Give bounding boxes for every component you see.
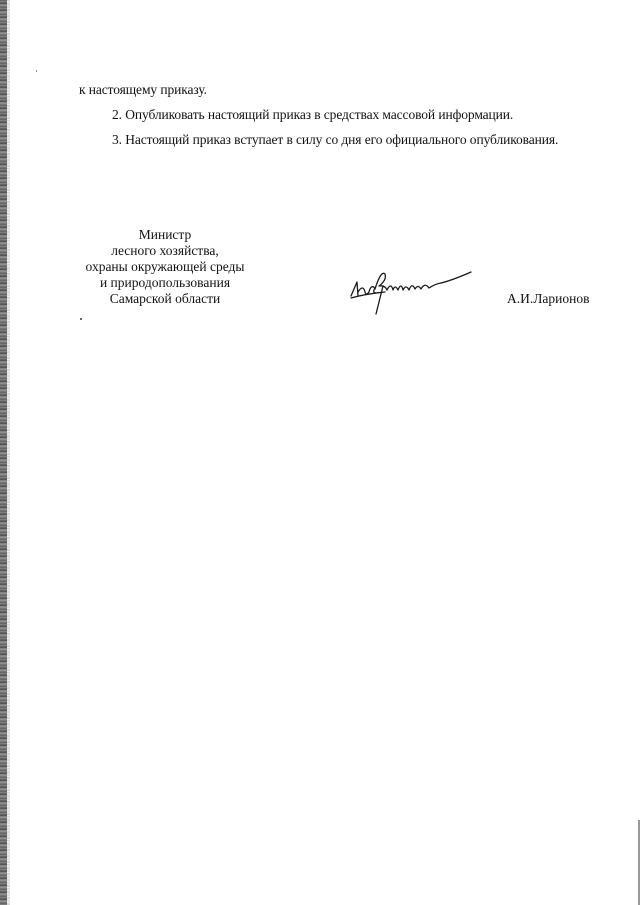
signer-position-block <box>65 227 265 307</box>
signer-name: А.И.Ларионов <box>507 291 590 306</box>
position-line: охраны окружающей среды <box>85 259 245 274</box>
handwritten-signature <box>345 262 475 322</box>
continuation-line: к настоящему приказу. <box>79 82 207 97</box>
position-line: и природопользования <box>99 275 231 290</box>
order-item-2: 2. Опубликовать настоящий приказ в средствах массовой информации. <box>112 107 514 122</box>
position-line: Самарской области <box>109 291 221 306</box>
position-line: лесного хозяйства, <box>111 243 219 258</box>
order-item-3: 3. Настоящий приказ вступает в силу со дня его официального опубликования. <box>112 132 559 147</box>
position-line: Министр <box>138 227 192 242</box>
scan-speck <box>36 70 37 72</box>
scan-edge-artifact <box>0 0 7 905</box>
scan-edge-artifact-inner <box>7 0 10 905</box>
scan-speck <box>80 318 82 320</box>
